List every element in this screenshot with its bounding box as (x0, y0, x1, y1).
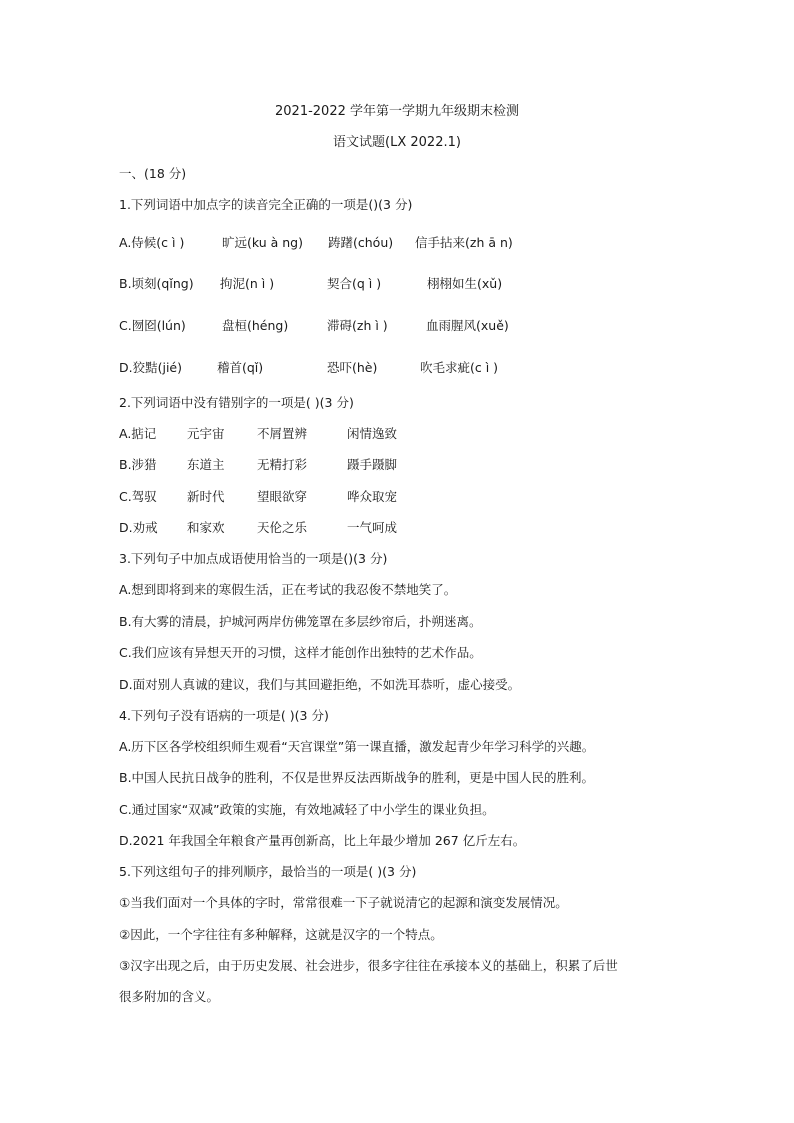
q1-d-word1: D.狡黠(jié) (119, 360, 182, 375)
q3-option-b: B.有大雾的清晨，护城河两岸仿佛笼罩在多层纱帘后，扑朔迷离。 (119, 614, 482, 629)
q4-stem: 4.下列句子没有语病的一项是( )(3 分) (119, 708, 329, 723)
q2-stem: 2.下列词语中没有错别字的一项是( )(3 分) (119, 395, 354, 410)
q2-b-word2: 东道主 (187, 457, 225, 472)
q5-sentence-3-line-2: 很多附加的含义。 (119, 989, 220, 1004)
q1-c-word2: 盘桓(héng) (222, 318, 289, 333)
q1-d-word2: 稽首(qǐ) (217, 360, 264, 375)
q1-stem: 1.下列词语中加点字的读音完全正确的一项是()(3 分) (119, 197, 413, 212)
exam-title: 2021-2022 学年第一学期九年级期末检测 (275, 104, 519, 119)
q2-d-word2: 和家欢 (187, 520, 225, 535)
q4-option-d: D.2021 年我国全年粮食产量再创新高，比上年最少增加 267 亿斤左右。 (119, 833, 526, 848)
q5-sentence-2: ②因此，一个字往往有多种解释，这就是汉字的一个特点。 (119, 927, 443, 942)
q1-b-word3: 契合(q ì ) (327, 276, 382, 291)
q2-b-word1: B.涉猎 (119, 457, 157, 472)
q1-a-word4: 信手拈来(zh ā n) (415, 235, 513, 250)
q2-d-word4: 一气呵成 (347, 520, 398, 535)
q2-c-word4: 哗众取宠 (347, 489, 398, 504)
q2-a-word3: 不屑置辨 (257, 426, 308, 441)
q4-option-a: A.历下区各学校组织师生观看“天宫课堂”第一课直播，激发起青少年学习科学的兴趣。 (119, 739, 595, 754)
q5-sentence-1: ①当我们面对一个具体的字时，常常很难一下子就说清它的起源和演变发展情况。 (119, 895, 568, 910)
q3-stem: 3.下列句子中加点成语使用恰当的一项是()(3 分) (119, 551, 388, 566)
q5-stem: 5.下列这组句子的排列顺序，最恰当的一项是( )(3 分) (119, 864, 417, 879)
q1-b-word1: B.顷刻(qǐng) (119, 276, 194, 291)
q1-a-word3: 踌躇(chóu) (328, 235, 394, 250)
q5-sentence-3-line-1: ③汉字出现之后，由于历史发展、社会进步，很多字往往在承接本义的基础上，积累了后世 (119, 958, 618, 973)
q1-a-word2: 旷远(ku à ng) (222, 235, 303, 250)
q2-a-word1: A.掂记 (119, 426, 157, 441)
q2-a-word2: 元宇宙 (187, 426, 225, 441)
q3-option-a: A.想到即将到来的寒假生活，正在考试的我忍俊不禁地笑了。 (119, 582, 457, 597)
q4-option-c: C.通过国家“双减”政策的实施，有效地减轻了中小学生的课业负担。 (119, 802, 495, 817)
q2-d-word3: 天伦之乐 (257, 520, 308, 535)
q1-c-word3: 滞碍(zh ì ) (327, 318, 388, 333)
q2-c-word2: 新时代 (187, 489, 225, 504)
q1-c-word4: 血雨腥风(xuě) (426, 318, 509, 333)
q4-option-b: B.中国人民抗日战争的胜利，不仅是世界反法西斯战争的胜利，更是中国人民的胜利。 (119, 770, 595, 785)
section-heading: 一、(18 分) (119, 166, 187, 181)
q1-c-word1: C.囫囵(lún) (119, 318, 186, 333)
q3-option-c: C.我们应该有异想天开的习惯，这样才能创作出独特的艺术作品。 (119, 645, 482, 660)
q1-b-word2: 拘泥(n ì ) (220, 276, 275, 291)
q2-c-word1: C.驾驭 (119, 489, 157, 504)
q2-d-word1: D.劝戒 (119, 520, 158, 535)
q1-d-word3: 恐吓(hè) (327, 360, 378, 375)
q1-d-word4: 吹毛求疵(c ì ) (420, 360, 499, 375)
q2-b-word4: 蹑手蹑脚 (347, 457, 398, 472)
q2-a-word4: 闲情逸致 (347, 426, 398, 441)
q1-b-word4: 栩栩如生(xǔ) (427, 276, 503, 291)
q2-c-word3: 望眼欲穿 (257, 489, 308, 504)
q1-a-word1: A.侍候(c ì ) (119, 235, 185, 250)
q3-option-d: D.面对别人真诚的建议，我们与其回避拒绝，不如洗耳恭听，虚心接受。 (119, 677, 521, 692)
q2-b-word3: 无精打彩 (257, 457, 308, 472)
exam-subtitle: 语文试题(LX 2022.1) (333, 135, 461, 150)
